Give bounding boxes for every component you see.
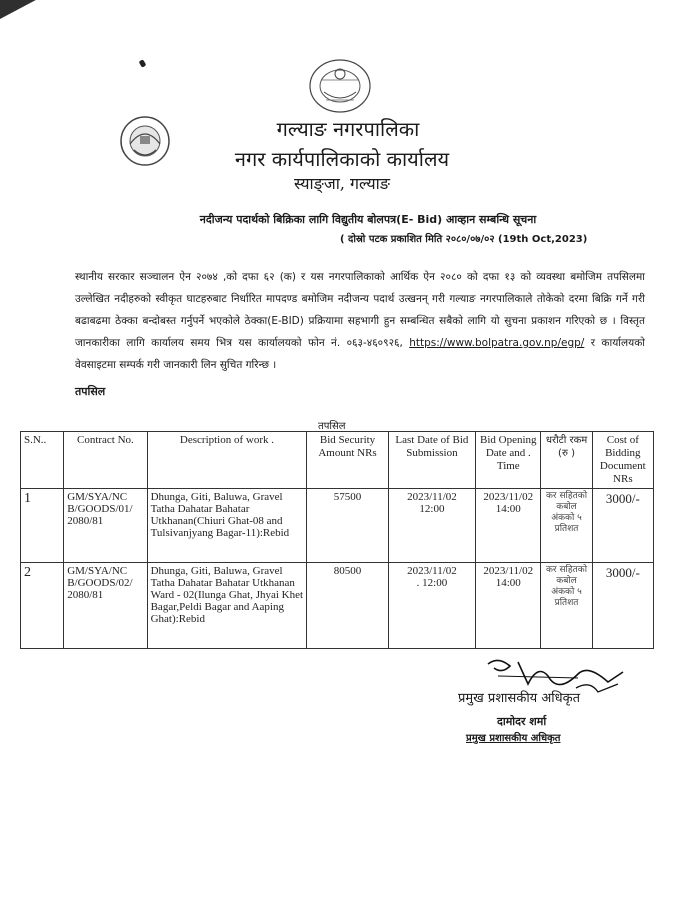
scan-corner-artifact: [0, 0, 43, 25]
header-dharauti: धरौटी रकम (रु ): [541, 432, 592, 489]
row-bid-security: 57500: [307, 489, 388, 563]
row-opening-date: [476, 563, 541, 649]
table-caption: तपसिल: [318, 421, 346, 432]
table-row: [21, 489, 654, 563]
header-last-date: Last Date of Bid Submission: [388, 432, 475, 489]
row-document-cost: 3000/-: [592, 489, 653, 563]
table-row: [21, 563, 654, 649]
details-label: तपसिल: [75, 385, 106, 398]
signatory-name: दामोदर शर्मा: [497, 715, 547, 728]
header-document-cost: Cost of Bidding Document NRs: [592, 432, 653, 489]
row-opening-date-date: 2023/11/02: [483, 565, 534, 577]
header-opening-date: Bid Opening Date and . Time: [476, 432, 541, 489]
header-bid-security: Bid Security Amount NRs: [307, 432, 388, 489]
row-dharauti: कर सहितको कबोल अंकको ५ प्रतिशत: [541, 563, 592, 649]
row-description: Dhunga, Giti, Baluwa, Gravel Tatha Dahatar Bahatar Utkhanan Ward - 02(Ilunga Ghat, Jhyai Khet Bagar,Peldi Bagar and Aaping Ghat):Rebid: [147, 563, 307, 649]
government-emblem-icon: [118, 114, 172, 168]
row-last-date-date: 2023/11/02: [407, 565, 457, 577]
row-opening-date-date: 2023/11/02: [483, 491, 534, 503]
office-address: स्याङ्जा, गल्याङ: [294, 174, 390, 193]
row-contract-no: GM/SYA/NC B/GOODS/01/ 2080/81: [64, 489, 147, 563]
notice-publication-date: ( दोस्रो पटक प्रकाशित मिति २०८०/०७/०२ (19th Oct,2023): [340, 234, 588, 245]
row-last-date: [388, 489, 475, 563]
row-bid-security: 80500: [307, 563, 388, 649]
row-opening-date-time: 14:00: [495, 577, 521, 589]
header-description: Description of work .: [147, 432, 307, 489]
header-contract-no: Contract No.: [64, 432, 147, 489]
notice-title: नदीजन्य पदार्थको बिक्रिका लागि विद्युतीय बोलपत्र(E- Bid) आव्हान सम्बन्धि सूचना: [199, 213, 537, 226]
row-last-date-date: 2023/11/02: [407, 491, 457, 503]
notice-body-text: स्थानीय सरकार सञ्चालन ऐन २०७४ ,को दफा ६२ (क) र यस नगरपालिकाको आर्थिक ऐन २०८० को दफा १३ को व्यवस्था बमोजिम तपसिलमा उल्लेखित नदीहरुको स्वीकृत घाटहरुबाट निर्धारित मापदण्ड बमोजिम नदीजन्य पदार्थ उत्खनन् गरी गल्याङ नगरपालिकाले तोकेको दरमा बिक्रि गर्ने गरी बढाबढमा ठेक्का बन्दोबस्त गर्नुपर्ने भएकोले ठेक्का(E-BID) प्रक्रियामा सहभागी हुन सम्बन्धित सबैको लागि यो सुचना प्रकाशन गरिएको छ । विस्तृत जानकारीका लागि कार्यालय समय भित्र यस कार्यालयको फोन नं. ०६३-४६०९२६,: [75, 271, 645, 349]
notice-body: [75, 266, 645, 376]
office-name: नगर कार्यपालिकाको कार्यालय: [234, 147, 450, 171]
ink-mark: [139, 59, 147, 68]
municipality-name: गल्याङ नगरपालिका: [276, 117, 420, 141]
bid-details-table: [20, 431, 654, 649]
bolpatra-link[interactable]: https://www.bolpatra.gov.np/egp/: [409, 337, 585, 349]
row-last-date-time: . 12:00: [416, 577, 448, 589]
notice-body-text-end: र कार्यालयको वेवसाइटमा सम्पर्क गरी जानकारी लिन सुचित गरिन्छ ।: [75, 337, 645, 371]
row-contract-no: GM/SYA/NC B/GOODS/02/ 2080/81: [64, 563, 147, 649]
row-sn: 1: [21, 489, 64, 563]
table-header-row: [21, 432, 654, 489]
row-last-date-time: 12:00: [419, 503, 445, 515]
row-opening-date-time: 14:00: [495, 503, 521, 515]
signatory-designation: प्रमुख प्रशासकीय अधिकृत: [458, 691, 581, 706]
row-sn: 2: [21, 563, 64, 649]
signatory-stamp-title: प्रमुख प्रशासकीय अधिकृत: [466, 733, 561, 744]
row-description: Dhunga, Giti, Baluwa, Gravel Tatha Dahatar Bahatar Utkhanan(Chiuri Ghat-08 and Tulsivanjyang Bagar-11):Rebid: [147, 489, 307, 563]
header-sn: S.N..: [21, 432, 64, 489]
row-document-cost: 3000/-: [592, 563, 653, 649]
row-last-date: [388, 563, 475, 649]
row-opening-date: [476, 489, 541, 563]
row-dharauti: कर सहितको कबोल अंकको ५ प्रतिशत: [541, 489, 592, 563]
